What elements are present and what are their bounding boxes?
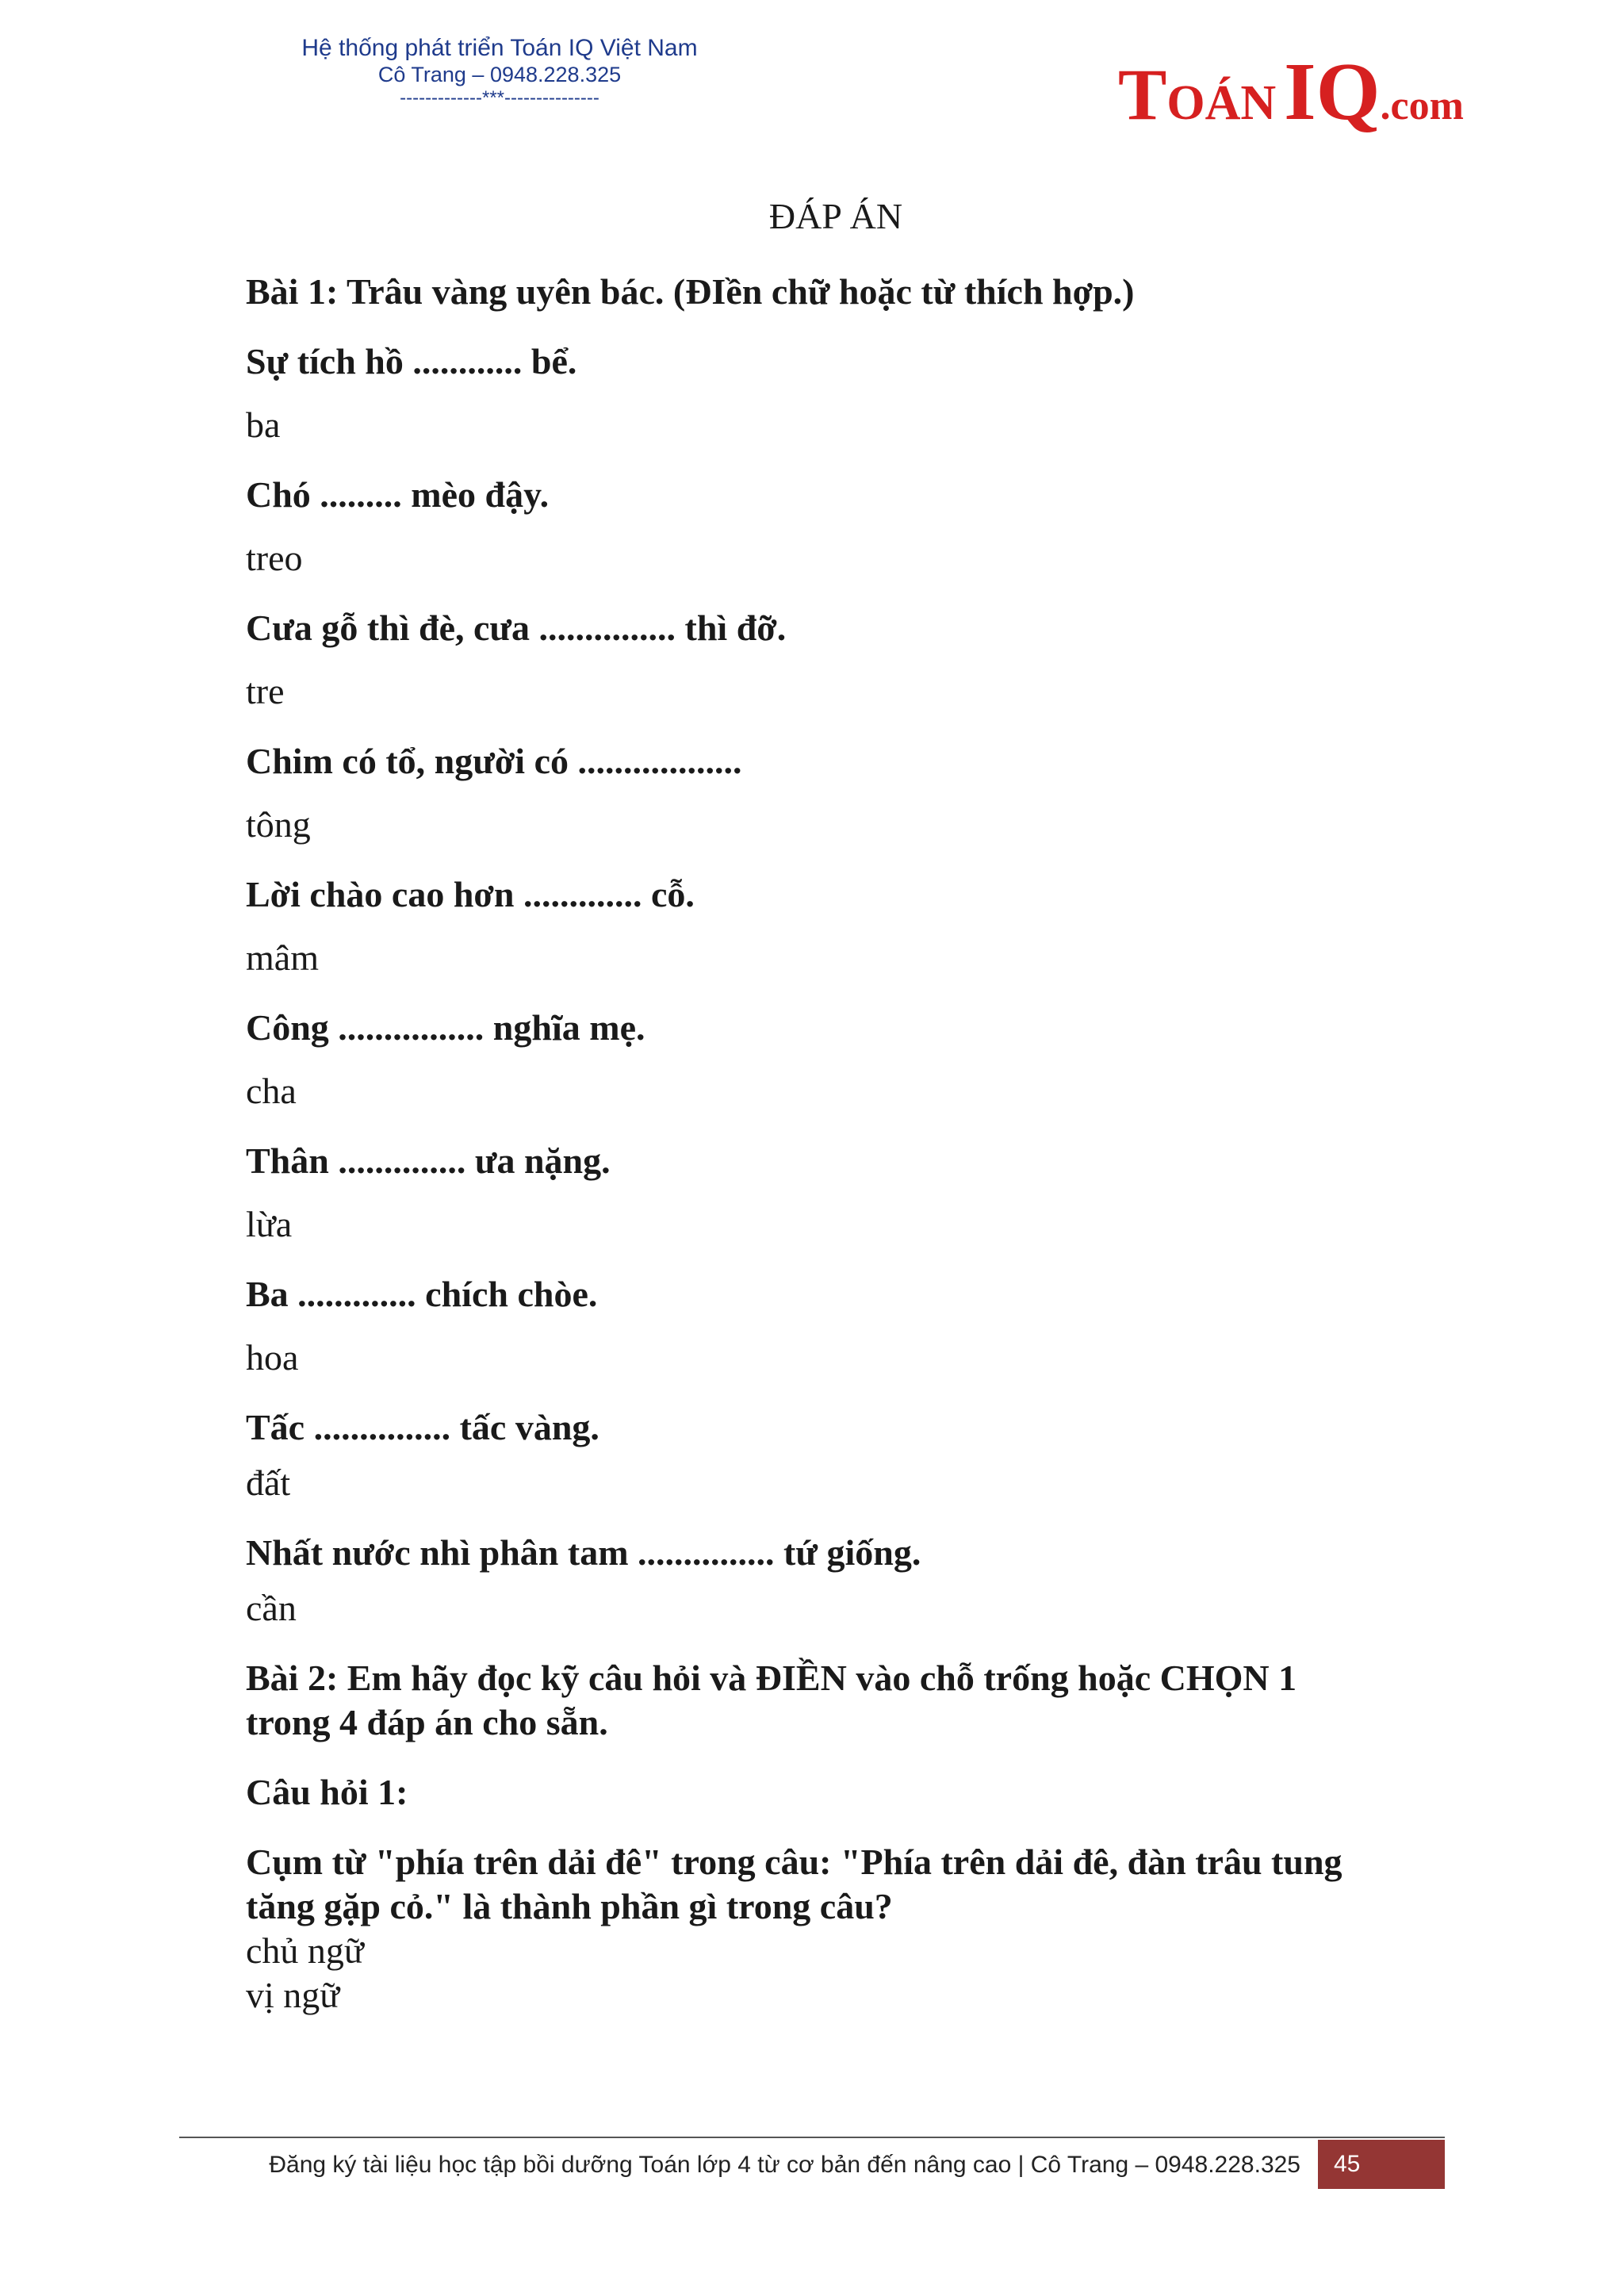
section1-heading: Bài 1: Trâu vàng uyên bác. (ĐIền chữ hoặc từ thích hợp.) <box>246 271 1135 312</box>
question-text: Sự tích hồ ............ bể. <box>246 341 577 381</box>
answer-text: treo <box>246 538 303 578</box>
header-info <box>293 35 706 109</box>
answer-text: tông <box>246 804 311 845</box>
footer-text: Đăng ký tài liệu học tập bồi dưỡng Toán lớp 4 từ cơ bản đến nâng cao | Cô Trang – 0948.228.325 <box>269 2152 1300 2178</box>
question-text: Ba ............. chích chòe. <box>246 1274 598 1314</box>
footer-divider <box>179 2137 1445 2138</box>
logo-oan: OÁN <box>1166 76 1277 130</box>
question-text: Nhất nước nhì phân tam ............... tứ giống. <box>246 1532 921 1573</box>
header-contact: Cô Trang – 0948.228.325 <box>377 63 622 86</box>
answer-text: cha <box>246 1071 297 1111</box>
answer-text: mâm <box>246 937 319 978</box>
question-text: Lời chào cao hơn ............. cỗ. <box>246 874 695 914</box>
answer-text: cần <box>246 1588 297 1628</box>
question-text: Chó ......... mèo đậy. <box>246 474 550 515</box>
section2-heading-line2: trong 4 đáp án cho sẵn. <box>246 1702 608 1742</box>
question-prompt-line1: Cụm từ "phía trên dải đê" trong câu: "Phía trên dải đê, đàn trâu tung <box>246 1842 1342 1882</box>
question-text: Thân .............. ưa nặng. <box>246 1140 611 1181</box>
question-text: Chim có tổ, người có .................. <box>246 741 742 781</box>
question-text: Cưa gỗ thì đè, cưa ............... thì đỡ. <box>246 608 787 648</box>
answer-text: hoa <box>246 1337 299 1378</box>
answer-content <box>246 270 1411 2018</box>
toaniq-logo <box>1118 44 1464 139</box>
logo-t: T <box>1118 54 1167 135</box>
question-prompt <box>246 1840 1411 1929</box>
question-text: Công ................ nghĩa mẹ. <box>246 1007 645 1048</box>
section2-heading-line1: Bài 2: Em hãy đọc kỹ câu hỏi và ĐIỀN vào chỗ trống hoặc CHỌN 1 <box>246 1658 1297 1698</box>
answer-text: ba <box>246 404 281 445</box>
header-org: Hệ thống phát triển Toán IQ Việt Nam <box>301 35 698 61</box>
answer-text: lừa <box>246 1204 293 1244</box>
question-text: Tấc ............... tấc vàng. <box>246 1407 599 1447</box>
option-item: vị ngữ <box>246 1975 340 2015</box>
option-item: chủ ngữ <box>246 1930 364 1971</box>
question-prompt-line2: tăng gặp cỏ." là thành phần gì trong câu? <box>246 1886 893 1926</box>
section2-heading <box>246 1656 1411 1745</box>
answer-text: tre <box>246 671 285 711</box>
logo-iq: IQ <box>1284 46 1381 137</box>
logo-dotcom: .com <box>1380 83 1464 128</box>
page-title: ĐÁP ÁN <box>768 196 903 236</box>
header-divider: -------------***--------------- <box>400 87 599 109</box>
answer-text: đất <box>246 1462 291 1503</box>
question-label: Câu hỏi 1: <box>246 1772 408 1812</box>
page-number-badge: 45 <box>1318 2140 1445 2189</box>
